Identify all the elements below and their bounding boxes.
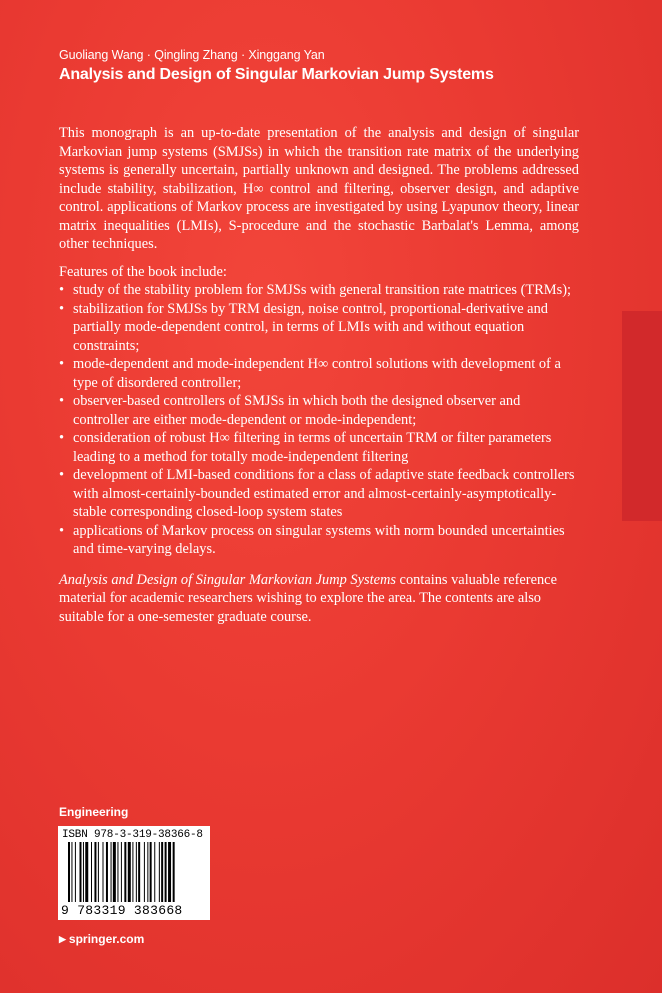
- feature-item: • study of the stability problem for SMJSs with general transition rate matrices (TRMs);: [59, 281, 579, 300]
- barcode-bar: [121, 842, 122, 902]
- feature-item: • mode-dependent and mode-independent H∞ control solutions with development of a type of disordered controller;: [59, 355, 579, 392]
- barcode-bar: [117, 842, 118, 902]
- isbn-barcode: [58, 826, 210, 920]
- website-label: springer.com: [68, 932, 145, 946]
- barcode-bar: [98, 842, 99, 902]
- barcode-bar: [161, 842, 163, 902]
- barcode-bar: [124, 842, 126, 902]
- barcode-bar: [111, 842, 112, 902]
- book-title: Analysis and Design of Singular Markovian Jump Systems: [59, 66, 494, 83]
- authors: Guoliang Wang · Qingling Zhang · Xinggang Yan: [59, 48, 325, 62]
- closing-text: contains valuable reference material for academic researchers wishing to explore the area. The contents are also suitable for a one-semester graduate course.: [59, 571, 557, 625]
- closing-book-title: Analysis and Design of Singular Markovian Jump Systems: [59, 571, 396, 588]
- barcode-bar: [136, 842, 137, 902]
- barcode-bar: [103, 842, 104, 902]
- barcode-bar: [173, 842, 175, 902]
- barcode-bar: [128, 842, 131, 902]
- barcode-bars: [68, 842, 204, 904]
- barcode-bar: [85, 842, 88, 902]
- barcode-bar: [138, 842, 140, 902]
- barcode-bar: [165, 842, 167, 902]
- feature-item: • consideration of robust H∞ filtering in terms of uncertain TRM or filter parameters leading to a method for totally mode-independent filtering: [59, 429, 579, 466]
- barcode-bar: [150, 842, 152, 902]
- barcode-bar: [154, 842, 155, 902]
- features-list: [59, 281, 579, 559]
- barcode-bar: [113, 842, 116, 902]
- barcode-bar: [168, 842, 171, 902]
- feature-item: • development of LMI-based conditions for a class of adaptive state feedback controllers with almost-certainly-bounded estimated error and almost-certainly-asymptotically-stable corresponding closed-loop system states: [59, 466, 579, 522]
- feature-item: • stabilization for SMJSs by TRM design, noise control, proportional-derivative and partially mode-dependent control, in terms of LMIs with and without equation constraints;: [59, 300, 579, 356]
- closing-paragraph: [59, 571, 579, 627]
- barcode-bar: [106, 842, 108, 902]
- barcode-bar: [159, 842, 160, 902]
- isbn-label: ISBN 978-3-319-38366-8: [62, 829, 203, 841]
- barcode-bar: [75, 842, 76, 902]
- subject-category: Engineering: [59, 805, 129, 819]
- barcode-bar: [147, 842, 148, 902]
- spine-color-tab: [622, 311, 662, 521]
- feature-item: • observer-based controllers of SMJSs in which both the designed observer and controller are either mode-dependent or mode-independent;: [59, 392, 579, 429]
- barcode-bar: [83, 842, 84, 902]
- barcode-bar: [144, 842, 145, 902]
- feature-item: • applications of Markov process on singular systems with norm bounded uncertainties and time-varying delays.: [59, 522, 579, 559]
- publisher-website[interactable]: [59, 932, 144, 946]
- summary-paragraph: This monograph is an up-to-date presentation of the analysis and design of singular Markovian jump systems (SMJSs) in which the transition rate matrix of the underlying systems is generally uncertain, partially unknown and designed. The problems addressed include stability, stabilization, H∞ control and filtering, observer design, and adaptive control. applications of Markov process are investigated by using Lyapunov theory, linear matrix inequalities (LMIs), S-procedure and the stochastic Barbalat's Lemma, among other techniques.: [59, 125, 579, 252]
- barcode-bar: [68, 842, 70, 902]
- barcode-bar: [80, 842, 82, 902]
- barcode-bar: [132, 842, 133, 902]
- description: [59, 124, 579, 626]
- barcode-bar: [71, 842, 72, 902]
- barcode-bar: [94, 842, 96, 902]
- barcode-bar: [91, 842, 92, 902]
- features-intro: Features of the book include:: [59, 263, 227, 280]
- ean-digits: 9 783319 383668: [61, 903, 183, 918]
- arrow-right-icon: ▶: [59, 934, 66, 944]
